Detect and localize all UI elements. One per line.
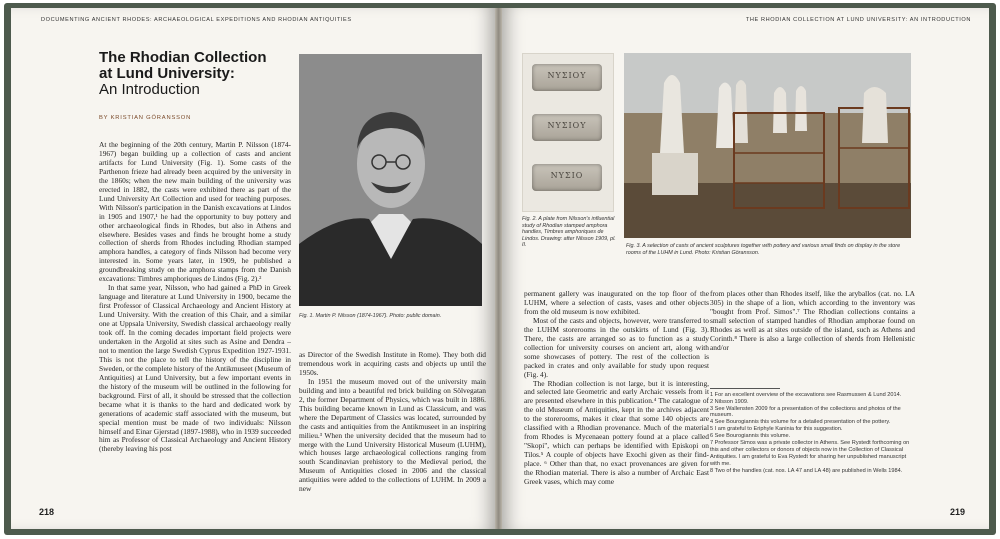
paragraph: from places other than Rhodes itself, like the aryballos (cat. no. LA 305) in the shape of a lion, which according to the inventory was "bought from Prof. Simos".⁷ The Rhodian collections contains a small selection of stamped handles of Rhodian amphorae found on Rhodes as well as at sites outside of the island, such as Athens and Corinth.⁸ There is also a large collection of sherds from Hellenistic and/or (710, 289, 915, 352)
amphora-stamp: ΝΥΣΙΟ (532, 164, 602, 191)
paragraph: In that same year, Nilsson, who had gained a PhD in Greek language and literature at Lund University in 1900, became the first Professor of Classical Archaeology and Ancient History at Lund University. With the creation of this Chair, and a similar one at Uppsala University, Swedish classical archaeology really took off. In the coming decades important field projects were undertaken in the Argolid at sites such as Asine and Dendra – not to mention the large Swedish Cyprus Expedition 1927-1931. This is not the place to tell the history of the discipline in Sweden, or the complete history of the Antikmuseet (Museum of Antiquities) at Lund University, but a few important events in the history of the museum will be outlined in the following for background. First of all, it should be stressed that the collection became what it is thanks to the hard and dedicated work by generations of academic staff associated with the museum, but special mention must be made of two individuals: Nilsson himself and Einar Gjerstad (1897-1988), who in 1939 succeeded him as Professor of Classical Archaeology and Ancient History (thereby leaving his post (99, 283, 291, 454)
paragraph: as Director of the Swedish Institute in Rome). They both did tremendous work in acquiring casts and objects up until the 1950s. (299, 350, 486, 377)
running-head-left: DOCUMENTING ANCIENT RHODES: ARCHAEOLOGICAL EXPEDITIONS AND RHODIAN ANTIQUITIES (41, 17, 352, 23)
footnote: 1 For an excellent overview of the excavations see Rasmussen & Lund 2014. (710, 391, 902, 398)
storeroom-photo (624, 53, 911, 238)
footnote: 4 See Bourogiannis this volume for a detailed presentation of the pottery. (710, 419, 891, 426)
article-title (99, 50, 299, 98)
portrait-photo-nilsson (299, 54, 482, 306)
figure-2-caption: Fig. 2. A plate from Nilsson's influential study of Rhodian stamped amphora handles, Timbres amphoriques de Lindos. Drawing: after Nilsson 1909, pl. II. (522, 216, 616, 249)
paragraph: The Rhodian collection is not large, but it is interesting, and selected late Geometric and early Archaic vessels from it are presented elsewhere in this publication.⁴ The catalogue of the old Museum of Antiquities, kept in the archives adjacent to the storerooms, makes it clear that some 140 objects are classified with a Rhodian provenance. Much of the material from Rhodes is Mycenaean pottery found at a place called "Skopi", which can perhaps be identified with Episkopi on Tilos.⁵ A couple of objects have Exochi given as their find-place. ⁶ Other than that, no exact provenances are given for the Rhodian material. There is also a number of Archaic East Greek vases, which may come (524, 378, 709, 487)
footnote: 8 Two of the handles (cat. nos. LA 47 and LA 48) are published in Wells 1984. (710, 468, 903, 475)
paragraph: In 1951 the museum moved out of the university main building and into a beautiful red brick building on Sölvegatan 2, the former Department of Physics, which was built in 1886. This building became known in Lund as Classicum, and was where the Department of Classics was located, surrounded by the casts and antiquities from the Antikmuseet in an inspiring milieu.³ When the university decided that the museum had to merge with the Lund University Historical Museum (LUHM), which houses large archaeological collections ranging from south Scandinavian prehistory to the Medieval period, the Museum of Antiquities closed in 2006 and the classical antiquities were added to the collections of LUHM. In 2009 a new (299, 376, 486, 494)
amphora-stamp-plate (522, 53, 614, 212)
paragraph: Most of the casts and objects, however, were transferred to the LUHM storerooms in the outskirts of Lund (Fig. 3). There, the casts are arranged so as to function as a study collection for university courses on ancient art, along with some showcases of pottery. The rest of the collection is packed in crates and only available for study upon request (Fig. 4). (524, 315, 709, 379)
footnote: 2 Nilsson 1909. (710, 398, 749, 405)
footnote: 6 See Bourogiannis this volume. (710, 433, 791, 440)
body-column-1 (99, 141, 291, 454)
title-line-1: The Rhodian Collection (99, 49, 267, 66)
figure-1-caption: Fig. 1. Martin P. Nilsson (1874-1967). Photo: public domain. (299, 313, 442, 319)
amphora-stamp: ΝΥΣΙΟΥ (532, 64, 602, 91)
body-column-4 (710, 290, 915, 353)
body-column-2 (299, 351, 486, 494)
figure-3-caption: Fig. 3. A selection of casts of ancient sculptures together with pottery and various small finds on display in the store rooms of the LUHM in Lund. Photo: Kristian Göransson. (626, 243, 901, 256)
running-head-right: THE RHODIAN COLLECTION AT LUND UNIVERSITY: AN INTRODUCTION (745, 17, 971, 23)
footnote: 3 See Wallensten 2009 for a presentation of the collections and photos of the museum. (710, 405, 901, 419)
footnote-rule (710, 388, 780, 389)
right-page (502, 8, 989, 529)
body-column-3 (524, 290, 709, 487)
footnotes (710, 388, 915, 475)
book (4, 3, 996, 535)
storeroom-illustration (624, 53, 911, 238)
left-page (11, 8, 495, 529)
byline: BY KRISTIAN GÖRANSSON (99, 115, 192, 121)
paragraph: At the beginning of the 20th century, Martin P. Nilsson (1874-1967) began building up a collection of casts and ancient artifacts for Lund University (Fig. 1). Some casts of the Parthenon frieze had already been acquired by the university in the 1860s; when the new main building of the university was erected in 1882, the casts were exhibited there as part of the Lund University Art Collection and used for teaching purposes. With Nilsson's participation in the Danish excavations at Lindos in 1905 and 1907,¹ he had the opportunity to buy pottery and other archaeological finds in Rhodes, but also in Athens and elsewhere. Besides vases and finds he brought home a study collection of sherds from Rhodes including Rhodian stamped amphora handles, a category of finds Nilsson had become very interested in. Some years later, in 1909, he published a groundbreaking study on the amphora stamps from the Danish excavations: Timbres amphoriques de Lindos (Fig. 2).² (99, 140, 291, 284)
footnote: 5 I am grateful to Eriphyle Kaninia for this suggestion. (710, 426, 843, 433)
amphora-stamp: ΝΥΣΙΟΥ (532, 114, 602, 141)
book-gutter (495, 8, 502, 529)
paragraph: permanent gallery was inaugurated on the top floor of the LUHM, where a selection of casts, vases and other objects from the old museum is now exhibited. (524, 289, 709, 316)
title-line-3: An Introduction (99, 81, 200, 98)
page-number-right: 219 (949, 507, 965, 517)
page-number-left: 218 (39, 507, 55, 517)
portrait-illustration (299, 54, 482, 306)
footnote: 7 Professor Simos was a private collector in Athens. See Rystedt forthcoming on this and other collectors or donors of objects now in the Collection of Classical Antiquities. I am grateful to Eva Rystedt for sharing her unpublished manuscript with me. (710, 440, 910, 468)
title-line-2: at Lund University: (99, 65, 235, 82)
